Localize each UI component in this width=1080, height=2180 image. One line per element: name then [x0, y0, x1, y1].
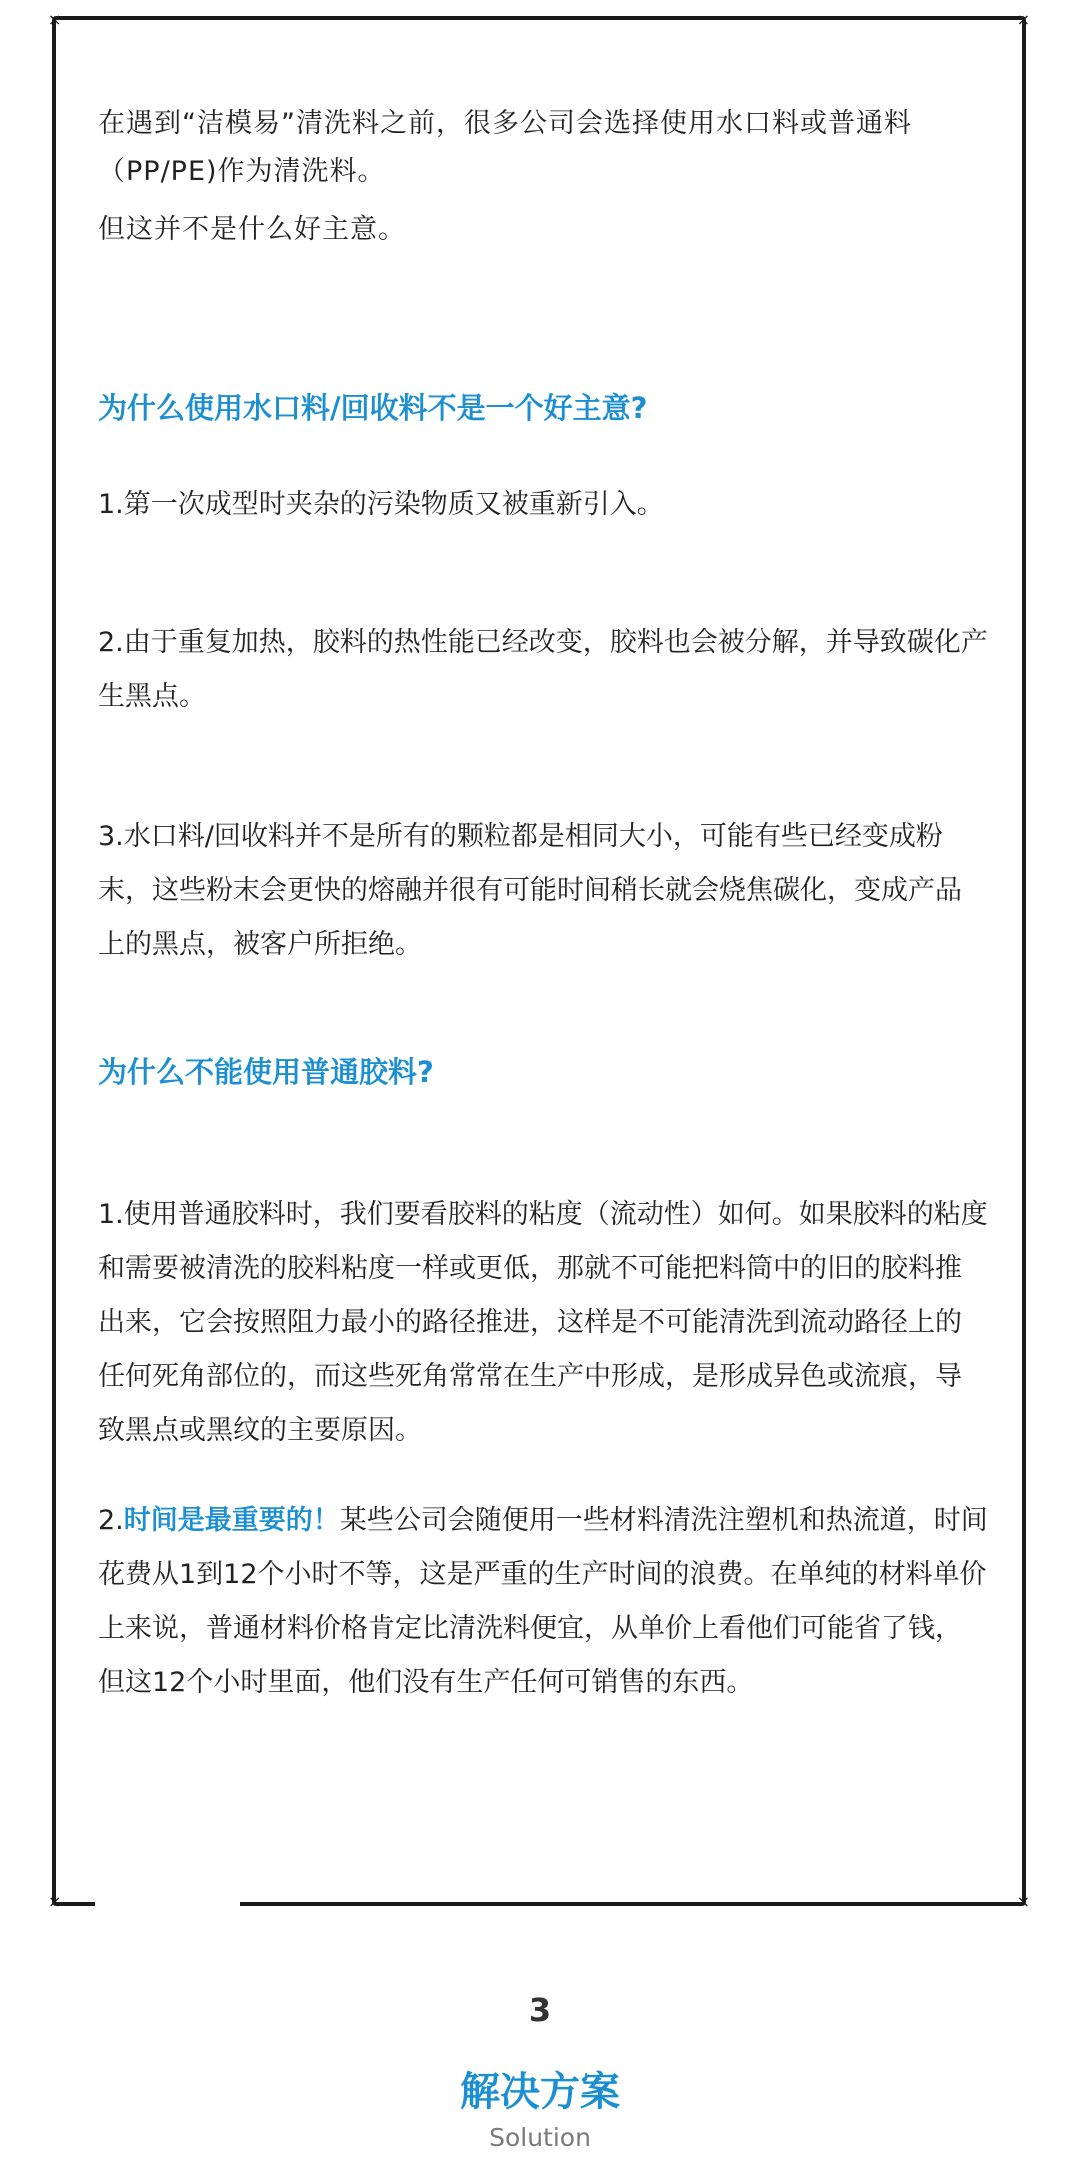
recycled-section-heading: 为什么使用水口料/回收料不是一个好主意? [98, 391, 648, 425]
content-card [48, 10, 1030, 1911]
ordinary-item-2-rest: 某些公司会随便用一些材料清洗注塑机和热流道，时间花费从1到12个小时不等，这是严重的生产时间的浪费。在单纯的材料单价上来说，普通材料价格肯定比清洗料便宜，从单价上看他们可能省了钱，但这12个小时里面，他们没有生产任何可销售的东西。 [98, 1505, 988, 1698]
ordinary-item-1: 1.使用普通胶料时，我们要看胶料的粘度（流动性）如何。如果胶料的粘度和需要被清洗的胶料粘度一样或更低，那就不可能把料筒中的旧的胶料推出来，它会按照阻力最小的路径推进，这样是不可能清洗到流动路径上的任何死角部位的，而这些死角常常在生产中形成，是形成异色或流痕，导致黑点或黑纹的主要原因。 [98, 1199, 988, 1446]
next-section-header [0, 1990, 1080, 2154]
ordinary-section-heading: 为什么不能使用普通胶料? [98, 1055, 434, 1089]
section-title: 解决方案 [460, 2069, 620, 2115]
corner-mark-top-right: × [1016, 10, 1030, 29]
card-border-gap [95, 1898, 240, 1912]
corner-mark-top-left: × [48, 10, 62, 29]
ordinary-item-2-prefix: 2. [98, 1505, 124, 1536]
corner-mark-bottom-left: × [48, 1892, 62, 1911]
recycled-item-3: 3.水口料/回收料并不是所有的颗粒都是相同大小，可能有些已经变成粉末，这些粉末会更快的熔融并很有可能时间稍长就会烧焦碳化，变成产品上的黑点，被客户所拒绝。 [98, 821, 962, 960]
ordinary-item-2-highlight: 时间是最重要的！ [123, 1505, 340, 1536]
section-number: 3 [528, 1991, 552, 2029]
intro-paragraph-2: 但这并不是什么好主意。 [98, 214, 406, 245]
section-subtitle: Solution [489, 2123, 591, 2152]
recycled-item-1: 1.第一次成型时夹杂的污染物质又被重新引入。 [98, 489, 664, 520]
ordinary-item-2 [98, 1494, 988, 1710]
recycled-item-2: 2.由于重复加热，胶料的热性能已经改变，胶料也会被分解，并导致碳化产生黑点。 [98, 627, 988, 712]
card-content [98, 100, 988, 1710]
intro-paragraph-1: 在遇到“洁模易”清洗料之前，很多公司会选择使用水口料或普通料（PP/PE)作为清洗料。 [98, 108, 912, 187]
corner-mark-bottom-right: × [1016, 1892, 1030, 1911]
